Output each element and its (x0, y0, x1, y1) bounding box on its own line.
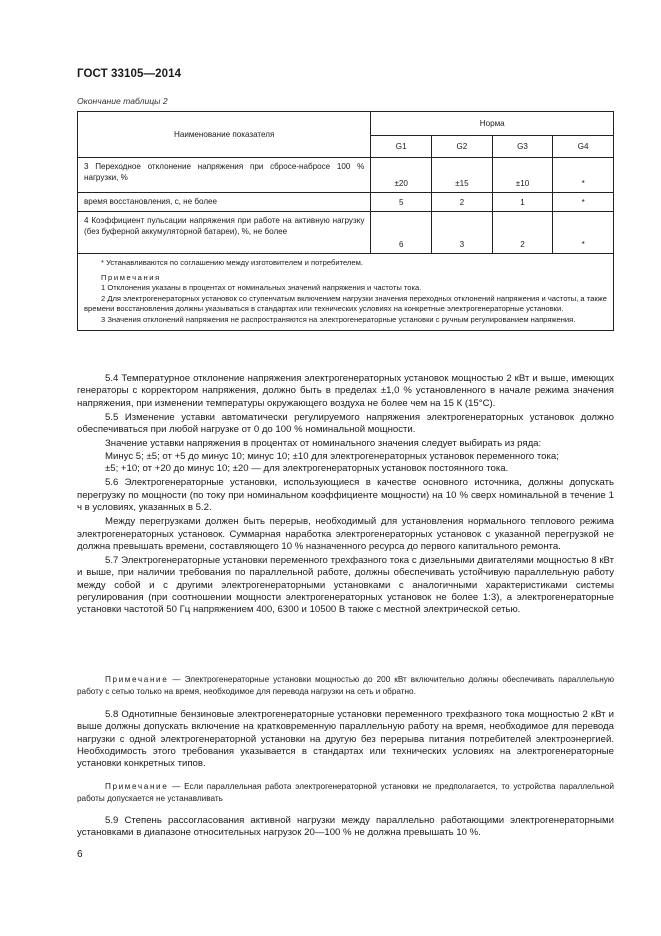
cell-value: 1 (492, 193, 553, 212)
column-header-name: Наименование показателя (78, 112, 371, 158)
section-5-9 (77, 815, 614, 840)
paragraph-5-8: 5.8 Однотипные бензиновые электрогенераторные установки переменного трехфазного тока мощностью 2 кВт и выше должны допускать включение на кратковременную параллельную работу на время, необходимое для перевода нагрузки с одной электрогенераторной установки на другую без перерыва питания потребителей электроэнергией. Необходимость этого требования указывается в стандартах или технических условиях на электрогенераторные установки конкретных типов. (77, 709, 614, 770)
group-header-g2: G2 (432, 136, 493, 158)
table-footnote: * Устанавливаются по соглашению между изготовителем и потребителем. (101, 258, 363, 267)
section-5-4-to-5-7 (77, 373, 614, 617)
note-text: — Если параллельная работа электрогенераторной установки не предполагается, то устройства параллельной работы допускается не устанавливать (77, 782, 614, 803)
cell-value: ±15 (432, 158, 493, 193)
paragraph-5-7: 5.7 Электрогенераторные установки переменного трехфазного тока с дизельными двигателями мощностью 8 кВт и выше, при наличии требования по параллельной работе, должны обеспечивать устойчивую параллельную работу между собой и с другими электрогенераторными установками с аналогичными характеристиками системы регулирования (при соотношении мощности электрогенераторных установок не более 1:3), а электрогенераторные установки частотой 50 Гц напряжением 400, 6300 и 10500 В также с местной электрической сетью. (77, 555, 614, 616)
cell-value: 2 (492, 212, 553, 254)
table-notes-row (78, 254, 614, 331)
section-5-8 (77, 709, 614, 770)
cell-value: ±10 (492, 158, 553, 193)
table-notes (78, 254, 614, 331)
cell-value: 2 (432, 193, 493, 212)
table-note: 3 Значения отклонений напряжения не распространяются на электрогенераторные установки с ручным регулированием напряжения. (101, 314, 576, 324)
column-header-norm: Норма (371, 112, 614, 136)
note-parallel-grid (77, 674, 614, 698)
paragraph-5-5-series-ac: Минус 5; ±5; от +5 до минус 10; минус 10; ±10 для электрогенераторных установок переменного тока; (105, 450, 559, 462)
notes-label: Примечания (101, 272, 161, 282)
paragraph-5-6: 5.6 Электрогенераторные установки, использующиеся в качестве основного источника, должны допускать перегрузку по мощности (по току при номинальном коэффициенте мощности) на 10 % сверх номинальной в течение 1 ч в условиях, указанных в 5.2. (77, 477, 614, 513)
note-label: Примечание (105, 675, 169, 684)
cell-value: * (553, 212, 614, 254)
table-note: 1 Отклонения указаны в процентах от номинальных значений напряжения и частоты тока. (101, 283, 422, 293)
table-row (78, 158, 614, 193)
cell-value: ±20 (371, 158, 432, 193)
paragraph-5-5-series-intro: Значение уставки напряжения в процентах от номинального значения следует выбирать из ряда: (105, 438, 542, 450)
group-header-g3: G3 (492, 136, 553, 158)
table-note: 2 Для электрогенераторных установок со ступенчатым включением нагрузки значения переходных отклонений напряжения и частоты, а также времени восстановления должны указываться в стандартах или технических условиях на конкретные электрогенераторные установки. (84, 293, 607, 314)
paragraph-5-6-continued: Между перегрузками должен быть перерыв, необходимый для установления нормального теплового режима электрогенераторных установок. Суммарная наработка электрогенераторных установок с указанной перегрузкой не должна превышать времени, составляющего 10 % назначенного ресурса до первого капитального ремонта. (77, 516, 614, 552)
row-name: время восстановления, с, не более (78, 193, 371, 212)
note-label: Примечание (105, 782, 169, 791)
table-caption: Окончание таблицы 2 (77, 96, 168, 106)
cell-value: * (553, 193, 614, 212)
paragraph-5-5-series-dc: ±5; +10; от +20 до минус 10; ±20 — для электрогенераторных установок постоянного тока. (105, 463, 509, 475)
paragraph-5-5: 5.5 Изменение уставки автоматически регулируемого напряжения электрогенераторных установок должно обеспечиваться при любой нагрузке от 0 до 100 % номинальной мощности. (77, 411, 614, 436)
cell-value: 6 (371, 212, 432, 254)
group-header-g1: G1 (371, 136, 432, 158)
note-text: — Электрогенераторные установки мощностью до 200 кВт включительно должны обеспечивать параллельную работу с сетью только на время, необходимое для перевода нагрузки на сеть и обратно. (77, 675, 614, 696)
table-row (78, 212, 614, 254)
row-name: 3 Переходное отклонение напряжения при сбросе-набросе 100 % нагрузки, % (78, 158, 371, 193)
page-number: 6 (77, 849, 83, 860)
paragraph-5-4: 5.4 Температурное отклонение напряжения электрогенераторных установок мощностью 2 кВт и выше, имеющих генераторы с корректором напряжения, должно быть в пределах ±1,0 % установленного в начале режима значения напряжения, при изменении температуры окружающего воздуха не более чем на 15 К (15°С). (77, 373, 614, 409)
cell-value: * (553, 158, 614, 193)
row-name: 4 Коэффициент пульсации напряжения при работе на активную нагрузку (без буферной аккумуляторной батареи), %, не более (78, 212, 371, 254)
cell-value: 5 (371, 193, 432, 212)
document-header: ГОСТ 33105—2014 (77, 68, 182, 80)
norms-table (77, 111, 614, 331)
cell-value: 3 (432, 212, 493, 254)
group-header-g4: G4 (553, 136, 614, 158)
note-parallel-devices (77, 781, 614, 805)
table-row (78, 193, 614, 212)
paragraph-5-9: 5.9 Степень рассогласования активной нагрузки между параллельно работающими электрогенераторными установками в диапазоне относительных нагрузок 20—100 % не должна превышать 10 %. (77, 815, 614, 839)
